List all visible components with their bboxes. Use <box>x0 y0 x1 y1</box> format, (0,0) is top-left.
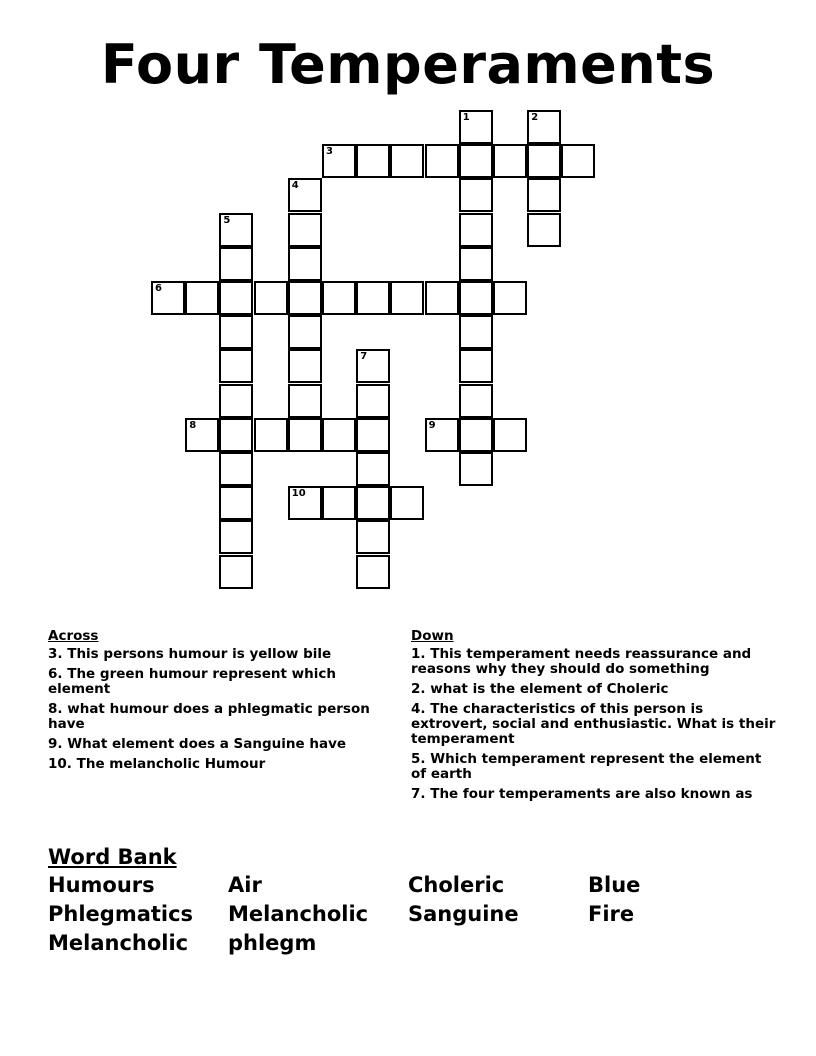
down-clue <box>411 682 781 697</box>
clue-text: what humour does a phlegmatic person have <box>48 701 370 732</box>
word-bank-item: phlegm <box>228 931 317 955</box>
grid-cell[interactable] <box>493 418 527 452</box>
word-bank-item: Choleric <box>408 873 505 897</box>
down-clue <box>411 787 781 802</box>
down-heading: Down <box>411 628 454 644</box>
clue-number: 2 <box>531 112 539 123</box>
grid-cell[interactable] <box>219 247 253 281</box>
clue-text: This persons humour is yellow bile <box>62 646 332 662</box>
grid-cell[interactable] <box>390 281 424 315</box>
across-clue-list <box>48 647 378 772</box>
clue-number: 9 <box>428 419 436 431</box>
clue-text: The melancholic Humour <box>71 756 266 772</box>
clue-text: Which temperament represent the element of earth <box>411 751 762 782</box>
grid-cell[interactable] <box>322 281 356 315</box>
clue-text: The four temperaments are also known as <box>425 786 753 802</box>
grid-cell[interactable] <box>459 349 493 383</box>
grid-cell[interactable] <box>254 418 288 452</box>
word-bank <box>48 871 768 958</box>
grid-cell[interactable] <box>219 315 253 349</box>
grid-cell[interactable] <box>219 384 253 418</box>
clue-number: 10. <box>48 756 72 772</box>
grid-cell[interactable] <box>459 418 493 452</box>
grid-cell[interactable] <box>493 144 527 178</box>
grid-cell[interactable] <box>493 281 527 315</box>
clue-number: 5 <box>223 214 231 226</box>
clue-text: The characteristics of this person is extrovert, social and enthusiastic. What is their temperament <box>411 701 776 747</box>
clue-number: 1. <box>411 646 426 662</box>
word-bank-item: Sanguine <box>408 902 519 926</box>
clue-text: This temperament needs reassurance and reasons why they should do something <box>411 646 752 677</box>
grid-cell[interactable] <box>356 418 390 452</box>
grid-cell[interactable] <box>288 384 322 418</box>
grid-cell[interactable] <box>219 520 253 554</box>
clue-number: 1 <box>462 112 470 123</box>
clue-number: 7. <box>411 786 426 802</box>
clue-number: 4. <box>411 701 426 717</box>
grid-cell[interactable] <box>219 555 253 589</box>
across-clue <box>48 757 378 772</box>
clue-number: 8 <box>189 419 197 431</box>
across-clues <box>48 627 378 777</box>
word-bank-item: Phlegmatics <box>48 902 194 926</box>
grid-cell[interactable] <box>322 144 356 178</box>
grid-cell[interactable] <box>288 213 322 247</box>
grid-cell[interactable] <box>425 281 459 315</box>
clue-number: 2. <box>411 681 426 697</box>
grid-cell[interactable] <box>561 144 595 178</box>
grid-cell[interactable] <box>288 315 322 349</box>
grid-cell[interactable] <box>390 486 424 520</box>
grid-cell[interactable] <box>322 486 356 520</box>
word-bank-item: Melancholic <box>228 902 369 926</box>
grid-cell[interactable] <box>459 315 493 349</box>
puzzle-title: Four Temperaments <box>100 33 716 96</box>
clue-number: 7 <box>360 351 368 363</box>
word-bank-item: Air <box>228 873 262 897</box>
grid-cell[interactable] <box>356 144 390 178</box>
grid-cell[interactable] <box>459 213 493 247</box>
grid-cell[interactable] <box>356 349 390 383</box>
grid-cell[interactable] <box>425 418 459 452</box>
grid-cell[interactable] <box>527 110 561 144</box>
grid-cell[interactable] <box>288 281 322 315</box>
grid-cell[interactable] <box>356 486 390 520</box>
clue-number: 4 <box>291 180 299 192</box>
clue-number: 8. <box>48 701 63 717</box>
grid-cell[interactable] <box>185 418 219 452</box>
clue-number: 6 <box>155 283 162 294</box>
grid-cell[interactable] <box>219 213 253 247</box>
grid-cell[interactable] <box>459 110 493 144</box>
across-clue <box>48 647 378 662</box>
grid-cell[interactable] <box>527 178 561 212</box>
grid-cell[interactable] <box>219 452 253 486</box>
grid-cell[interactable] <box>356 452 390 486</box>
down-clues <box>411 627 781 807</box>
word-bank-item: Humours <box>48 873 155 897</box>
word-bank-item: Fire <box>588 902 635 926</box>
grid-cell[interactable] <box>219 281 253 315</box>
clue-number: 5. <box>411 751 426 767</box>
grid-cell[interactable] <box>356 555 390 589</box>
grid-cell[interactable] <box>254 281 288 315</box>
grid-cell[interactable] <box>459 452 493 486</box>
grid-cell[interactable] <box>527 213 561 247</box>
grid-cell[interactable] <box>219 349 253 383</box>
grid-cell[interactable] <box>322 418 356 452</box>
word-bank-item: Blue <box>588 873 641 897</box>
grid-cell[interactable] <box>459 384 493 418</box>
down-clue <box>411 702 781 747</box>
word-bank-heading: Word Bank <box>48 845 177 869</box>
grid-cell[interactable] <box>288 349 322 383</box>
grid-cell[interactable] <box>356 281 390 315</box>
grid-cell[interactable] <box>425 144 459 178</box>
clue-number: 6. <box>48 666 63 682</box>
word-bank-item: Melancholic <box>48 931 189 955</box>
grid-cell[interactable] <box>219 486 253 520</box>
grid-cell[interactable] <box>288 418 322 452</box>
across-clue <box>48 667 378 697</box>
grid-cell[interactable] <box>185 281 219 315</box>
grid-cell[interactable] <box>459 178 493 212</box>
grid-cell[interactable] <box>459 247 493 281</box>
clue-text: What element does a Sanguine have <box>62 736 347 752</box>
grid-cell[interactable] <box>356 384 390 418</box>
grid-cell[interactable] <box>288 247 322 281</box>
clue-number: 3 <box>326 146 333 158</box>
clue-number: 10 <box>291 488 306 500</box>
grid-cell[interactable] <box>459 281 493 315</box>
clue-number: 9. <box>48 736 63 752</box>
across-clue <box>48 737 378 752</box>
clue-text: The green humour represent which element <box>48 666 336 697</box>
down-clue-list <box>411 647 781 802</box>
grid-cell[interactable] <box>390 144 424 178</box>
across-heading: Across <box>48 628 99 644</box>
across-clue <box>48 702 378 732</box>
down-clue <box>411 752 781 782</box>
grid-cell[interactable] <box>288 486 322 520</box>
grid-cell[interactable] <box>356 520 390 554</box>
grid-cell[interactable] <box>219 418 253 452</box>
grid-cell[interactable] <box>459 144 493 178</box>
grid-cell[interactable] <box>151 281 185 315</box>
grid-cell[interactable] <box>527 144 561 178</box>
grid-cell[interactable] <box>288 178 322 212</box>
clue-text: what is the element of Choleric <box>425 681 669 697</box>
clue-number: 3. <box>48 646 63 662</box>
down-clue <box>411 647 781 677</box>
